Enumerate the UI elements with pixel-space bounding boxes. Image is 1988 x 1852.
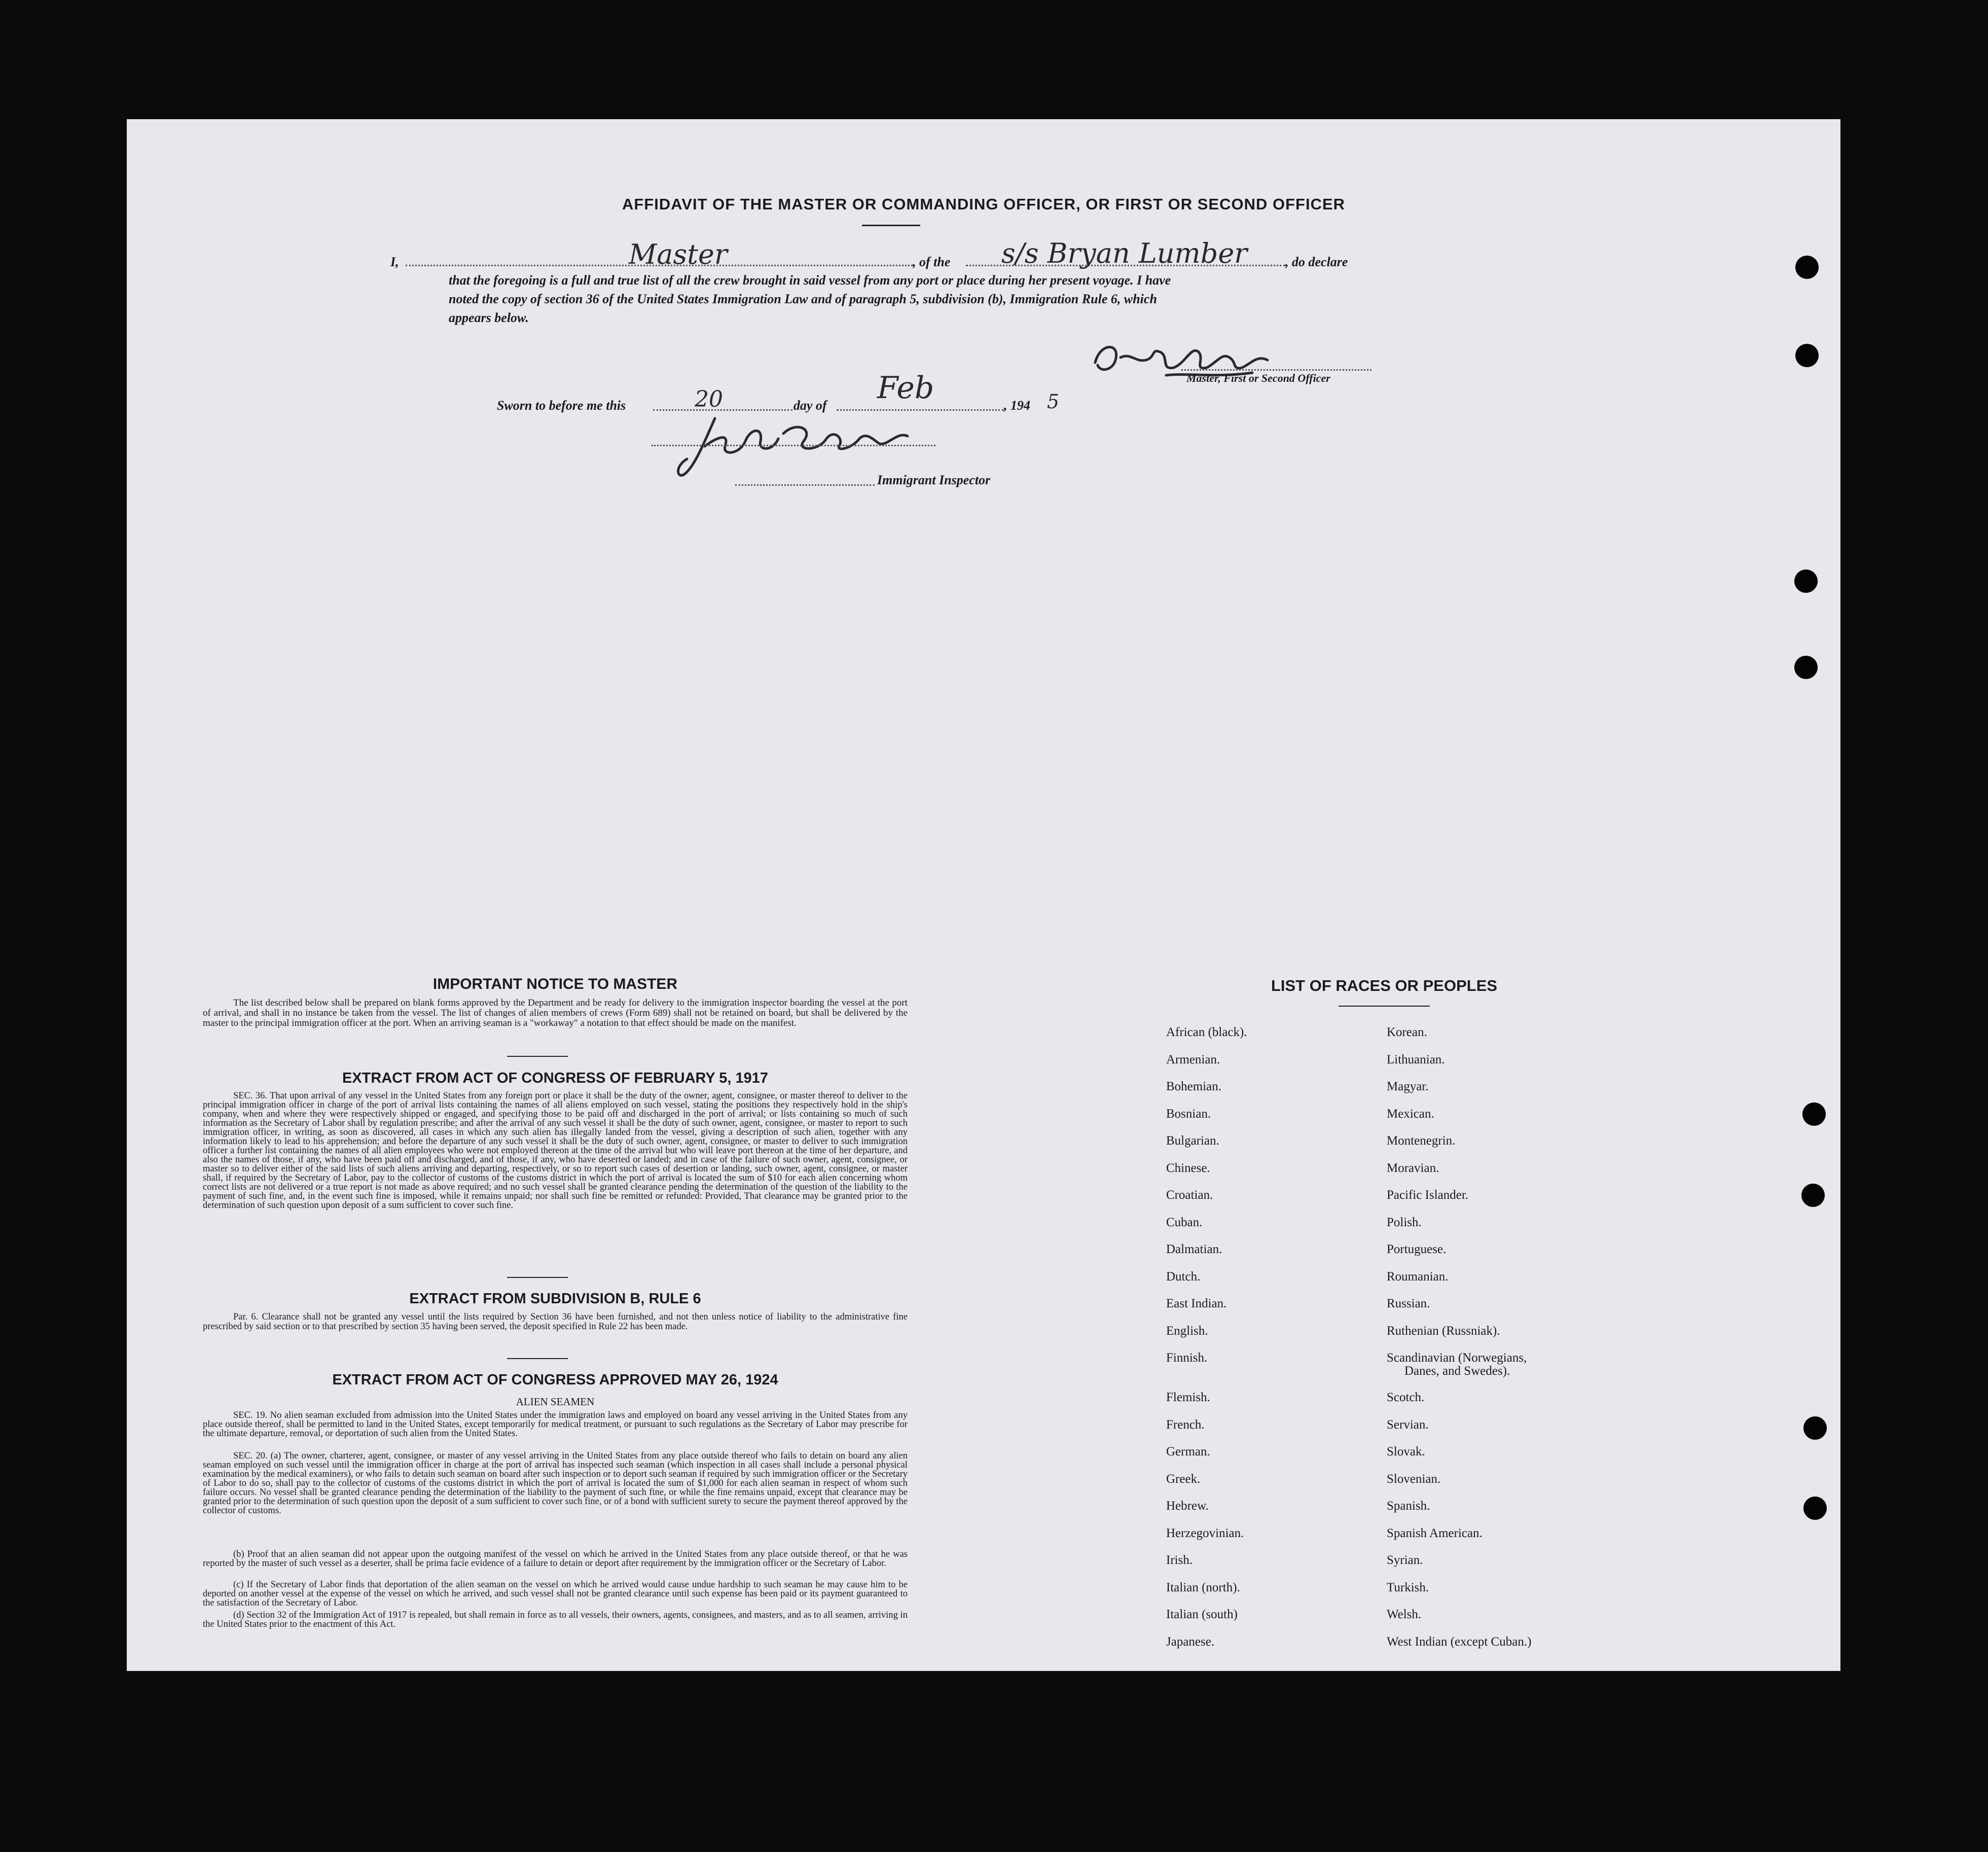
sworn-label: Sworn to before me this [497,398,626,413]
race-item: Danes, and Swedes). [1404,1364,1510,1378]
inspector-line [735,484,875,486]
race-item: Syrian. [1387,1553,1423,1567]
races-divider [1339,1006,1430,1007]
handwritten-day: 20 [695,386,723,412]
race-item: Servian. [1387,1418,1429,1432]
race-item: Slovak. [1387,1445,1425,1458]
race-item: Finnish. [1166,1351,1208,1365]
race-item: English. [1166,1324,1208,1338]
race-item: Dutch. [1166,1270,1201,1284]
sec20b-text: (b) Proof that an alien seaman did not appear upon the outgoing manifest of the vessel on which he arrived in the United States from any place outside thereof, or that he was reported by the master of such vessel as a deserter, shall be prima facie evidence of a failure to detain or deport after requirement by the immigration officer or the Secretary of Labor. [203,1549,908,1569]
punch-hole [1803,1497,1827,1520]
race-item: Polish. [1387,1216,1422,1229]
punch-hole [1802,1102,1826,1126]
punch-hole [1794,656,1818,679]
race-item: West Indian (except Cuban.) [1387,1635,1532,1649]
race-item: French. [1166,1418,1205,1432]
affidavit-title: AFFIDAVIT OF THE MASTER OR COMMANDING OFFICER, OR FIRST OR SECOND OFFICER [622,195,1346,213]
inspector-signature [674,411,938,482]
race-item: Bosnian. [1166,1107,1211,1121]
punch-hole [1794,569,1818,593]
race-item: Moravian. [1387,1161,1439,1175]
race-item: Mexican. [1387,1107,1434,1121]
sec20c-text: (c) If the Secretary of Labor finds that deportation of the alien seaman on the vessel on which he arrived would cause undue hardship to such seaman he may cause him to be deported on another vessel at the expense of the vessel on which he arrived, and such vessel shall not be granted clearance until such expense has been paid or its payment guaranteed to the satisfaction of the Secretary of Labor. [203,1580,908,1608]
extract2-body: Par. 6. Clearance shall not be granted any vessel until the lists required by Section 36 have been furnished, and not then unless notice of liability to the administrative fine prescribed by said section or to that prescribed by section 35 having been served, the deposit specified in Rule 22 has been made. [203,1312,908,1332]
race-item: Scandinavian (Norwegians, [1387,1351,1527,1365]
officer-signature-line [1181,369,1371,371]
race-item: Italian (south) [1166,1608,1238,1621]
sec19-text: SEC. 19. No alien seaman excluded from admission into the United States under the immigration laws and employed on board any vessel arriving in the United States from any place outside thereof, shall be permitted to land in the United States, except temporarily for medical treatment, or pursuant to such regulations as the Secretary of Labor may prescribe for the ultimate departure, removal, or deportation of such alien from the United States. [203,1410,908,1439]
race-item: Flemish. [1166,1391,1210,1404]
race-item: Lithuanian. [1387,1053,1445,1066]
sec20a-text: SEC. 20. (a) The owner, charterer, agent, consignee, or master of any vessel arriving in the United States from any place outside thereof who fails to detain on board any alien seaman employed on such vessel until the immigration officer in charge at the port of arrival has inspected such seaman (which inspection in all cases shall include a personal physical examination by the medical examiners), or who fails to detain such seaman on board after such inspection or to deport such seaman if required by such immigration officer or the Secretary of Labor to do so, shall pay to the collector of customs of the customs district in which the port of arrival is located the sum of $1,000 for each alien seaman in respect of whom such failure occurs. No vessel shall be granted clearance pending the determination of the liability to the payment of such fine, or while the fine remains unpaid, except that clearance may be granted prior to the determination of such question upon the deposit of a sum sufficient to cover such fine, or of a bond with sufficient surety to secure the payment thereof approved by the collector of customs. [203,1451,908,1516]
extract3-title: EXTRACT FROM ACT OF CONGRESS APPROVED MAY 26, 1924 [332,1372,778,1388]
race-item: Roumanian. [1387,1270,1449,1284]
inspector-caption: Immigrant Inspector [877,473,991,487]
extract3-subtitle: ALIEN SEAMEN [516,1396,595,1408]
race-item: Spanish. [1387,1499,1430,1513]
races-title: LIST OF RACES OR PEOPLES [1271,977,1498,994]
race-item: East Indian. [1166,1297,1227,1310]
race-item: Montenegrin. [1387,1134,1456,1148]
race-item: Bulgarian. [1166,1134,1219,1148]
affidavit-do-declare: , do declare [1285,255,1348,269]
punch-hole [1795,256,1819,279]
punch-hole [1803,1416,1827,1440]
race-item: Cuban. [1166,1216,1203,1229]
race-item: Japanese. [1166,1635,1215,1649]
notice-title: IMPORTANT NOTICE TO MASTER [432,976,678,992]
race-item: Armenian. [1166,1053,1220,1066]
race-item: Ruthenian (Russniak). [1387,1324,1500,1338]
race-item: Spanish American. [1387,1526,1483,1540]
race-item: Welsh. [1387,1608,1422,1621]
affidavit-text-line-4: appears below. [449,310,529,325]
handwritten-vessel-name: s/s Bryan Lumber [1001,237,1248,269]
race-item: Croatian. [1166,1188,1213,1202]
race-item: Bohemian. [1166,1080,1222,1093]
race-item: Turkish. [1387,1581,1429,1594]
race-item: African (black). [1166,1025,1247,1039]
extract1-title: EXTRACT FROM ACT OF CONGRESS OF FEBRUARY 5, 1917 [342,1070,769,1086]
race-item: Hebrew. [1166,1499,1209,1513]
affidavit-text-line-3: noted the copy of section 36 of the United States Immigration Law and of paragraph 5, subdivision (b), Immigration Rule 6, which [449,292,1157,306]
notice-divider [507,1056,568,1057]
race-item: Russian. [1387,1297,1430,1310]
handwritten-year-digit: 5 [1047,390,1060,413]
affidavit-text-line-2: that the foregoing is a full and true list of all the crew brought in said vessel from any port or place during her present voyage. I have [449,273,1171,288]
race-item: Korean. [1387,1025,1427,1039]
officer-caption: Master, First or Second Officer [1186,372,1330,384]
affidavit-of-the: , of the [913,255,951,269]
title-divider [862,225,920,226]
race-item: Magyar. [1387,1080,1429,1093]
race-item: Portuguese. [1387,1242,1447,1256]
race-item: Greek. [1166,1472,1201,1486]
extract1-body: SEC. 36. That upon arrival of any vessel in the United States from any foreign port or place it shall be the duty of the owner, agent, consignee, or master thereof to deliver to the principal immigration officer in charge of the port of arrival lists containing the names of all aliens employed on such vessel, stating the positions they respectively hold in the ship's company, when and where they were respectively shipped or engaged, and specifying those to be paid off and discharged in the port of arrival; or lists containing so much of such information as the Secretary of Labor shall by regulation prescribe; and after the arrival of any such vessel it shall be the duty of such owner, agent, consignee, or master to report to such immigration officer, in writing, as soon as discovered, all cases in which any such alien has illegally landed from the vessel, giving a description of such alien, together with any information likely to lead to his apprehension; and before the departure of any such vessel it shall be the duty of such owner, agent, consignee, or master to deliver to such immigration officer a further list containing the names of all alien employees who were not employed thereon at the time of the arrival but who will leave port thereon at the time of her departure, and also the names of those, if any, who have been paid off and discharged, and of those, if any, who have deserted or landed; and in case of the failure of such owner, agent, consignee, or master so to deliver either of the said lists of such aliens arriving and departing, respectively, or so to report such cases of desertion or landing, such owner, agent, consignee, or master shall, if required by the Secretary of Labor, pay to the collector of customs of the customs district in which the port of arrival is located the sum of $10 for each alien concerning whom correct lists are not delivered or a true report is not made as above required; and no such vessel shall be granted clearance pending the determination of the question of the liability to the payment of such fine, and, in the event such fine is imposed, while it remains unpaid; nor shall such fine be remitted or refunded: Provided, That clearance may be granted prior to the determination of such question upon deposit of a sum sufficient to cover such fine. [203,1091,908,1210]
extract2-title: EXTRACT FROM SUBDIVISION B, RULE 6 [409,1291,701,1307]
race-item: Scotch. [1387,1391,1425,1404]
year-prefix: , 194 [1004,398,1030,413]
sec20d-text: (d) Section 32 of the Immigration Act of 1917 is repealed, but shall remain in force as to all vessels, their owners, agents, consignees, and masters, and as to all seamen, arriving in the United States prior to the enactment of this Act. [203,1610,908,1629]
inspector-line-upper [652,445,935,446]
race-item: Irish. [1166,1553,1193,1567]
notice-body: The list described below shall be prepared on blank forms approved by the Department and be ready for delivery to the immigration inspector boarding the vessel at the port of arrival, and shall in no instance be taken from the vessel. The list of changes of alien members of crews (Form 689) shall not be retained on board, but shall be delivered by the master to the principal immigration officer at the port. When an arriving seaman is a "workaway" a notation to that effect should be made on the manifest. [203,998,908,1028]
race-item: Dalmatian. [1166,1242,1222,1256]
race-item: Herzegovinian. [1166,1526,1244,1540]
affidavit-i-label: I, [390,255,399,269]
day-of-label: day of [793,398,827,413]
handwritten-rank: Master [629,238,728,270]
handwritten-month: Feb [877,370,934,406]
race-item: Slovenian. [1387,1472,1441,1486]
extract2-divider [507,1358,568,1359]
race-item: Pacific Islander. [1387,1188,1469,1202]
punch-hole [1801,1184,1825,1207]
extract1-divider [507,1277,568,1278]
race-item: Italian (north). [1166,1581,1240,1594]
punch-hole [1795,344,1819,367]
race-item: German. [1166,1445,1210,1458]
race-item: Chinese. [1166,1161,1210,1175]
